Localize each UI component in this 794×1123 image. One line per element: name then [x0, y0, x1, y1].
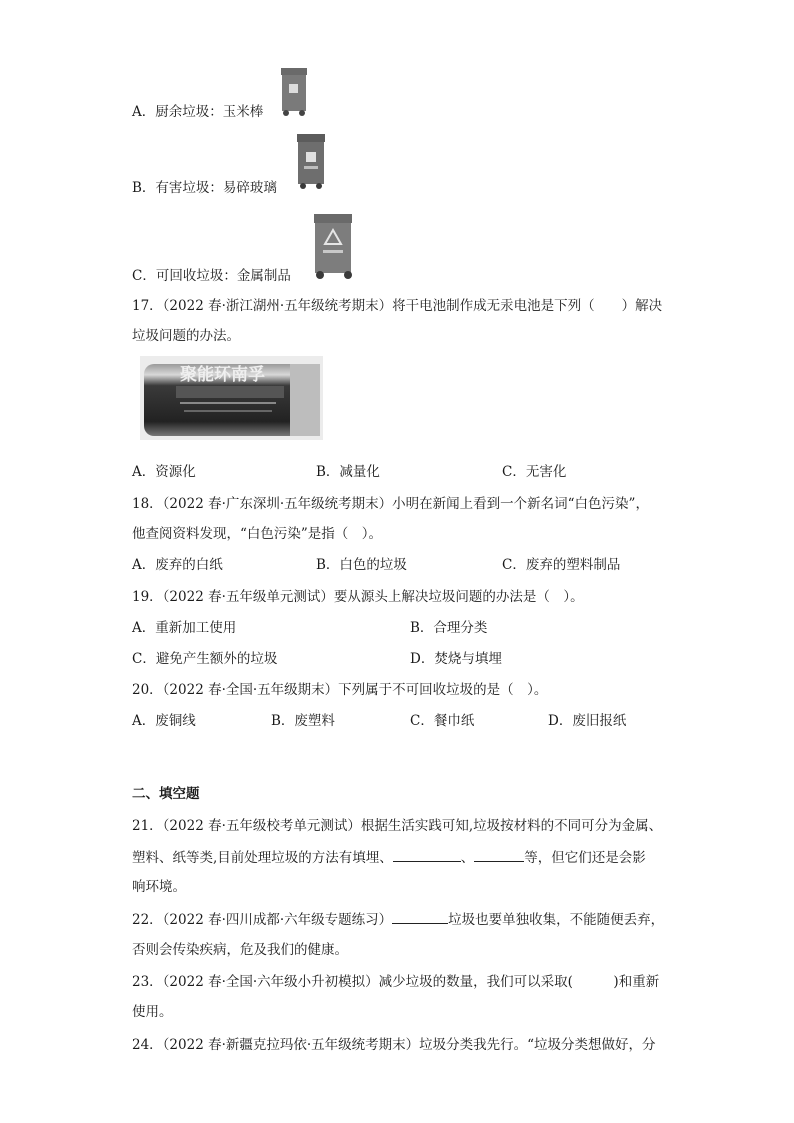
q19-option-a: A．重新加工使用 [132, 620, 237, 636]
q18-option-c: C．废弃的塑料制品 [502, 557, 621, 573]
hazardous-waste-bin-image [294, 132, 328, 190]
q21-blank-1[interactable] [393, 847, 461, 862]
q19-option-b: B．合理分类 [410, 620, 488, 636]
q17-option-b: B．减量化 [316, 464, 380, 480]
q18-line1: 18．（2022 春·广东深圳·五年级统考期末）小明在新闻上看到一个新名词“白色污染”， [132, 496, 649, 512]
q16-option-c: C．可回收垃圾：金属制品 [132, 268, 291, 284]
q21-line2-text-c: 等，但它们还是会影 [524, 850, 646, 866]
q17-line1: 17．（2022 春·浙江湖州·五年级统考期末）将干电池制作成无汞电池是下列（ ）解决 [132, 298, 663, 314]
q21-line1: 21．（2022 春·五年级校考单元测试）根据生活实践可知,垃圾按材料的不同可分为金属、 [132, 818, 663, 834]
q22-line1-text-a: 22．（2022 春·四川成都·六年级专题练习） [132, 912, 393, 928]
q19-option-c: C．避免产生额外的垃圾 [132, 651, 278, 667]
recyclable-waste-bin-image [310, 212, 358, 280]
q21-line3: 响环境。 [132, 879, 186, 895]
q21-line2-sep: 、 [460, 850, 475, 866]
q18-line2: 他查阅资料发现，“白色污染”是指（ ）。 [132, 526, 383, 542]
q22-line2: 否则会传染疾病，危及我们的健康。 [132, 942, 348, 958]
q17-line2: 垃圾问题的办法。 [132, 328, 240, 344]
q21-line2 [132, 847, 646, 868]
q22-line1 [132, 909, 664, 930]
q18-option-a: A．废弃的白纸 [132, 557, 223, 573]
q23-line2: 使用。 [132, 1004, 173, 1020]
section-heading-fill-in: 二、填空题 [132, 786, 200, 802]
q19-option-d: D．焚烧与填埋 [410, 651, 502, 667]
q23-line1: 23．（2022 春·全国·六年级小升初模拟）减少垃圾的数量，我们可以采取( )和重新 [132, 974, 660, 990]
q20-line1: 20．（2022 春·全国·五年级期末）下列属于不可回收垃圾的是（ ）。 [132, 682, 548, 698]
q18-option-b: B．白色的垃圾 [316, 557, 407, 573]
q17-option-a: A．资源化 [132, 464, 196, 480]
q20-option-d: D．废旧报纸 [548, 713, 627, 729]
q22-line1-text-b: 垃圾也要单独收集，不能随便丢弃， [448, 912, 665, 928]
q17-option-c: C．无害化 [502, 464, 567, 480]
kitchen-waste-bin-image [278, 66, 310, 116]
q20-option-c: C．餐巾纸 [410, 713, 475, 729]
q21-line2-text-a: 塑料、纸等类,目前处理垃圾的方法有填埋、 [132, 850, 393, 866]
q16-option-a: A．厨余垃圾：玉米棒 [132, 104, 264, 120]
q22-blank[interactable] [392, 909, 448, 924]
q20-option-a: A．废铜线 [132, 713, 196, 729]
battery-image [140, 356, 323, 440]
q20-option-b: B．废塑料 [271, 713, 335, 729]
q16-option-b: B．有害垃圾：易碎玻璃 [132, 180, 277, 196]
q21-blank-2[interactable] [474, 847, 524, 862]
battery-brand-label: 聚能环南孚 [180, 365, 265, 385]
q19-line1: 19．（2022 春·五年级单元测试）要从源头上解决垃圾问题的办法是（ ）。 [132, 589, 584, 605]
q24-line1: 24．（2022 春·新疆克拉玛依·五年级统考期末）垃圾分类我先行。“垃圾分类想做好，分 [132, 1037, 656, 1053]
